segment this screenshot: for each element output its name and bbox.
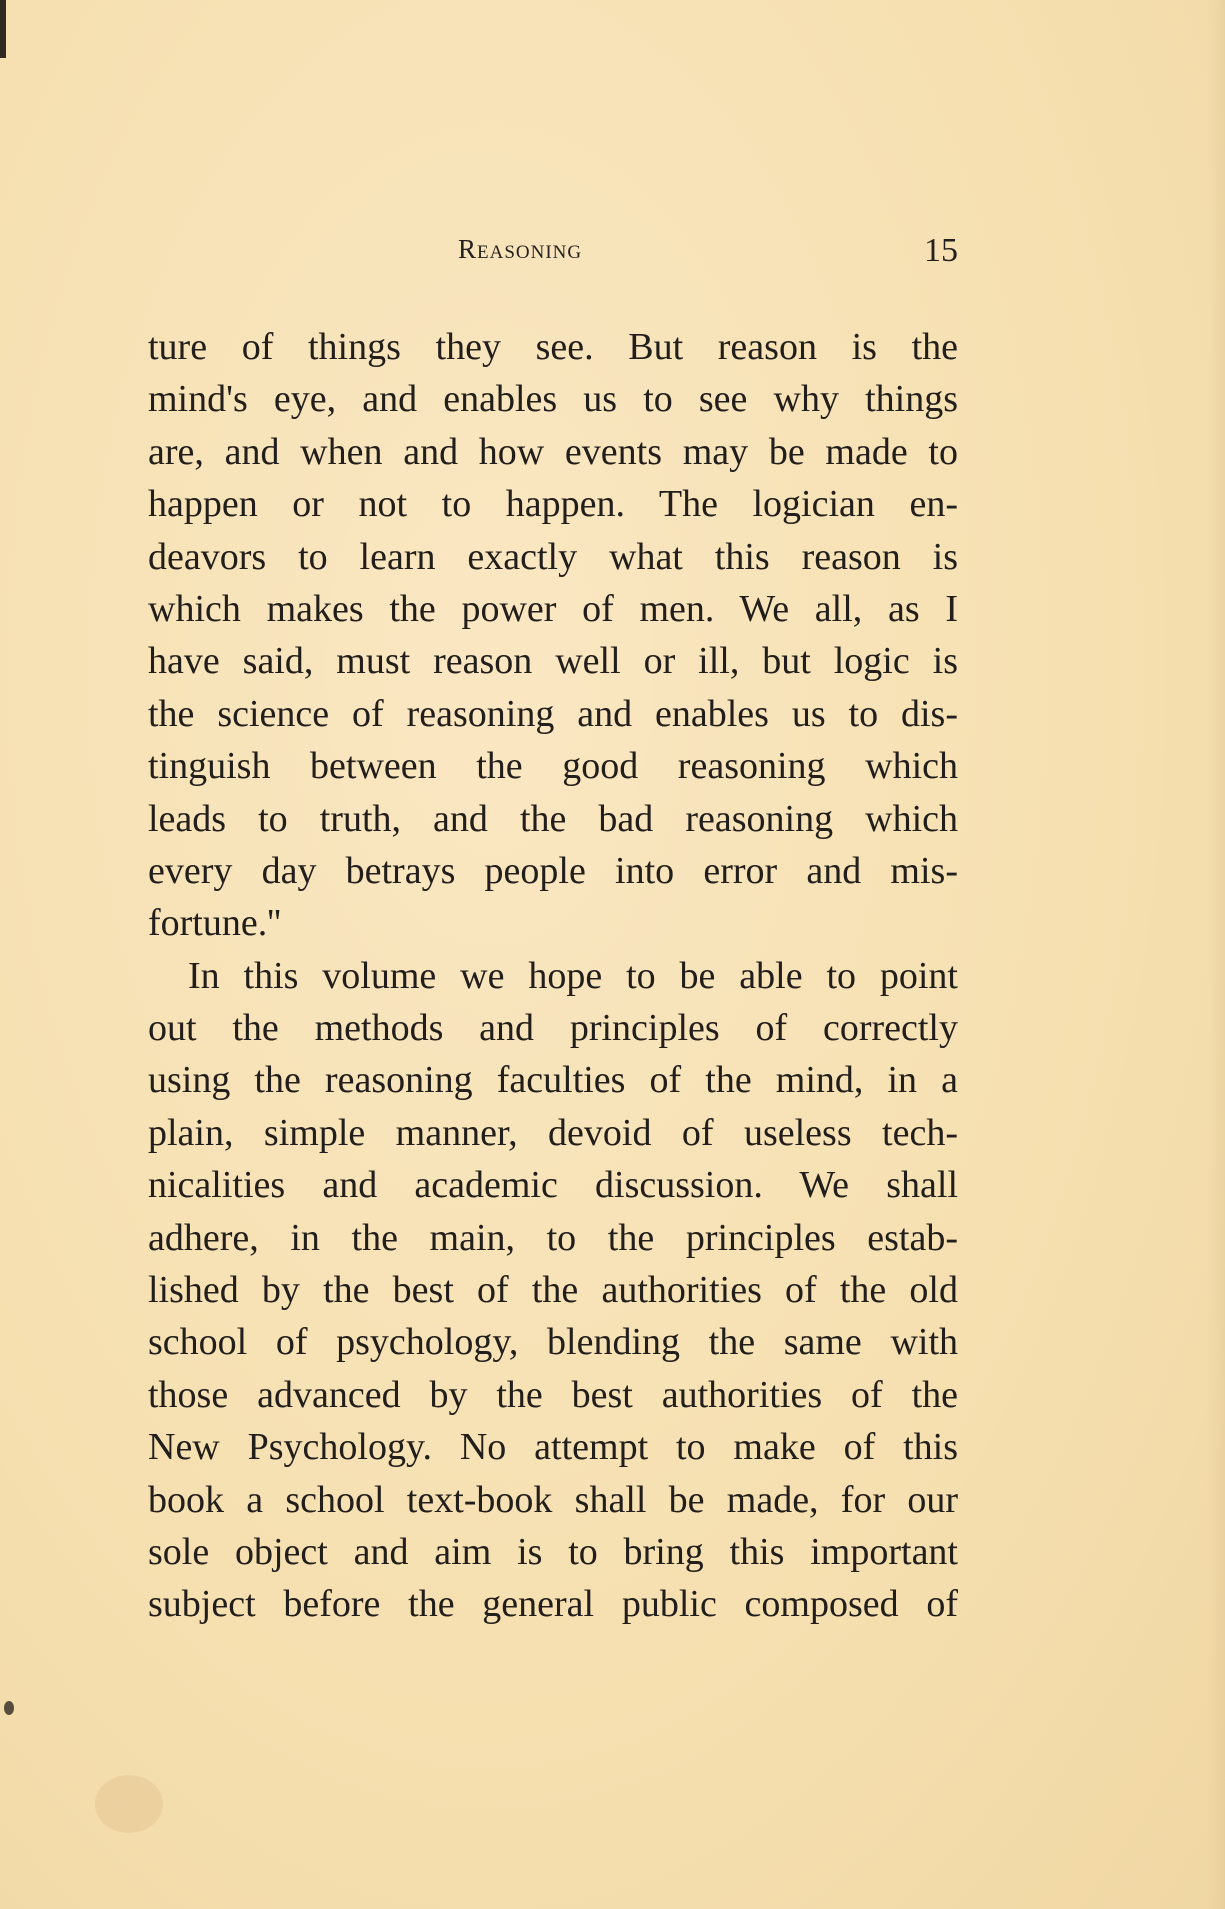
text-line: happen or not to happen. The logician en- — [148, 483, 958, 526]
text-line: ture of things they see. But reason is the — [148, 326, 958, 368]
text-line: subject before the general public composed of — [148, 1583, 958, 1626]
paper-stain — [95, 1775, 163, 1833]
text-line: plain, simple manner, devoid of useless tech- — [148, 1111, 958, 1154]
text-line: mind's eye, and enables us to see why things — [148, 378, 958, 421]
page-number: 15 — [924, 232, 958, 269]
text-line: leads to truth, and the bad reasoning which — [148, 797, 958, 840]
text-line: sole object and aim is to bring this important — [148, 1530, 958, 1573]
paper-stain — [4, 1701, 14, 1715]
text-line: the science of reasoning and enables us to dis- — [148, 692, 958, 735]
scan-edge-left — [0, 0, 6, 58]
text-line: fortune.'' — [148, 902, 281, 945]
running-head-title: Reasoning — [458, 234, 583, 264]
body-text — [148, 321, 958, 1631]
text-line: lished by the best of the authorities of the old — [148, 1269, 958, 1312]
text-line: tinguish between the good reasoning which — [148, 745, 958, 788]
text-line: every day betrays people into error and mis- — [148, 849, 958, 892]
text-line: using the reasoning faculties of the mind, in a — [148, 1059, 958, 1102]
running-head — [148, 226, 958, 282]
text-line: In this volume we hope to be able to point — [188, 954, 958, 997]
text-line: New Psychology. No attempt to make of this — [148, 1426, 958, 1469]
text-line: deavors to learn exactly what this reason is — [148, 535, 958, 578]
text-line: have said, must reason well or ill, but logic is — [148, 640, 958, 683]
text-line: adhere, in the main, to the principles estab- — [148, 1216, 958, 1259]
text-line: out the methods and principles of correctly — [148, 1007, 958, 1050]
text-line: nicalities and academic discussion. We shall — [148, 1164, 958, 1207]
text-line: which makes the power of men. We all, as I — [148, 587, 958, 630]
text-line: those advanced by the best authorities of the — [148, 1373, 958, 1416]
text-line: book a school text-book shall be made, for our — [148, 1478, 958, 1521]
scan-edge-right — [1207, 0, 1225, 1909]
paragraph — [148, 950, 958, 1631]
paragraph — [148, 321, 958, 950]
text-line: school of psychology, blending the same with — [148, 1321, 958, 1364]
text-line: are, and when and how events may be made to — [148, 430, 958, 473]
